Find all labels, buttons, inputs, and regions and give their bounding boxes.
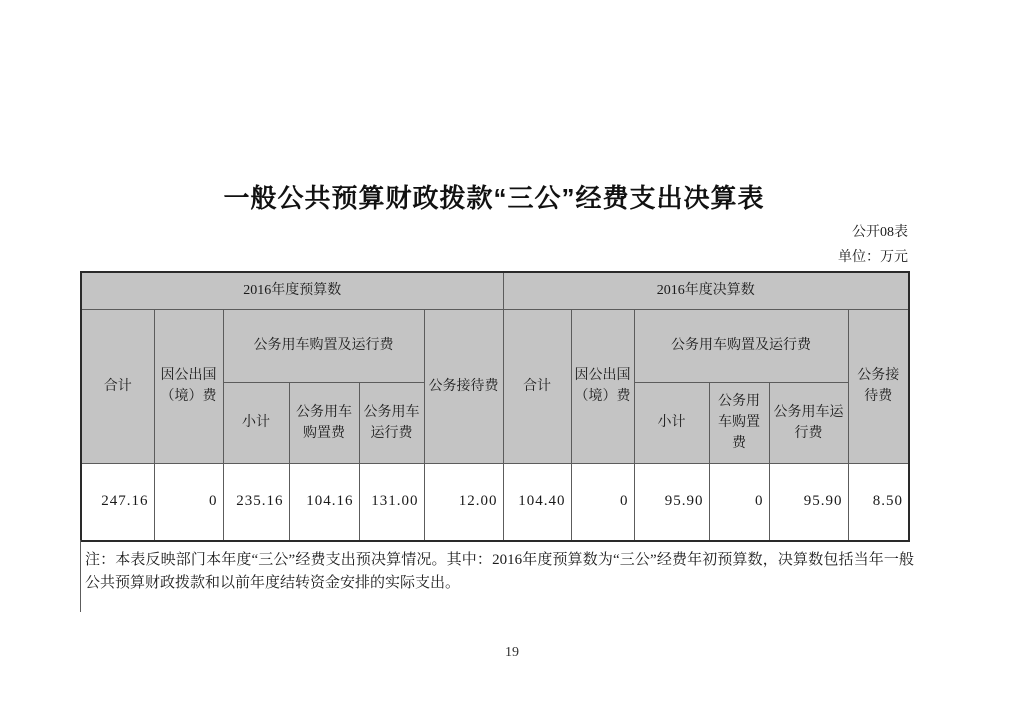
th-budget-vehicle-group: 公务用车购置及运行费 bbox=[223, 309, 424, 382]
value-final-reception: 8.50 bbox=[848, 463, 909, 541]
column-header-row-upper bbox=[81, 309, 909, 382]
value-final-purchase: 0 bbox=[709, 463, 769, 541]
value-budget-abroad: 0 bbox=[154, 463, 223, 541]
th-final-subtotal: 小计 bbox=[634, 382, 709, 463]
page-number: 19 bbox=[505, 645, 519, 660]
value-final-total: 104.40 bbox=[503, 463, 571, 541]
value-final-abroad: 0 bbox=[571, 463, 634, 541]
th-budget-purchase: 公务用车购置费 bbox=[289, 382, 359, 463]
table-code-label: 公开08表 bbox=[852, 225, 908, 240]
th-final-operation: 公务用车运行费 bbox=[769, 382, 848, 463]
value-budget-operation: 131.00 bbox=[359, 463, 424, 541]
th-budget-reception: 公务接待费 bbox=[424, 309, 503, 463]
th-budget-total: 合计 bbox=[81, 309, 154, 463]
value-final-subtotal: 95.90 bbox=[634, 463, 709, 541]
value-budget-subtotal: 235.16 bbox=[223, 463, 289, 541]
th-budget-subtotal: 小计 bbox=[223, 382, 289, 463]
group-header-final: 2016年度决算数 bbox=[503, 272, 909, 309]
table-note: 注：本表反映部门本年度“三公”经费支出预决算情况。其中：2016年度预算数为“三公”经费年初预算数，决算数包括当年一般公共预算财政拨款和以前年度结转资金安排的实际支出。 bbox=[85, 552, 914, 591]
value-budget-reception: 12.00 bbox=[424, 463, 503, 541]
page-title: 一般公共预算财政拨款“三公”经费支出决算表 bbox=[223, 183, 765, 213]
th-final-total: 合计 bbox=[503, 309, 571, 463]
th-final-vehicle-group: 公务用车购置及运行费 bbox=[634, 309, 848, 382]
three-public-expense-table bbox=[80, 271, 910, 542]
value-budget-total: 247.16 bbox=[81, 463, 154, 541]
group-header-row bbox=[81, 272, 909, 309]
th-final-abroad: 因公出国（境）费 bbox=[571, 309, 634, 463]
th-final-purchase: 公务用车购置费 bbox=[709, 382, 769, 463]
table-row bbox=[81, 463, 909, 541]
unit-label: 单位：万元 bbox=[838, 250, 908, 265]
th-final-reception: 公务接待费 bbox=[848, 309, 909, 463]
value-final-operation: 95.90 bbox=[769, 463, 848, 541]
note-area bbox=[80, 540, 914, 612]
th-budget-abroad: 因公出国（境）费 bbox=[154, 309, 223, 463]
value-budget-purchase: 104.16 bbox=[289, 463, 359, 541]
group-header-budget: 2016年度预算数 bbox=[81, 272, 503, 309]
th-budget-operation: 公务用车运行费 bbox=[359, 382, 424, 463]
